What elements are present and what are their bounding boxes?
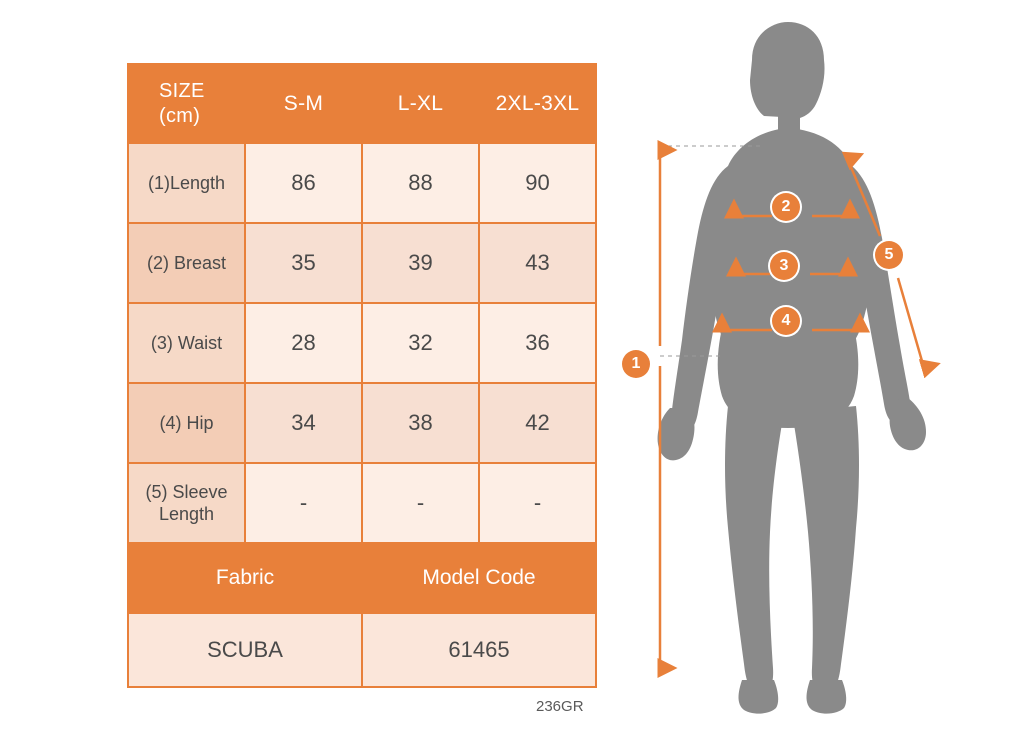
- cell-length-l-xl: 88: [362, 143, 479, 223]
- table-body: [128, 143, 596, 687]
- table-row: [128, 463, 596, 543]
- cell-waist-s-m: 28: [245, 303, 362, 383]
- cell-breast-s-m: 35: [245, 223, 362, 303]
- footer-label-fabric: Fabric: [128, 543, 362, 613]
- marker-badge-2: 2: [772, 193, 800, 221]
- table-row: [128, 303, 596, 383]
- row-label-length: (1)Length: [128, 143, 245, 223]
- table-row: [128, 143, 596, 223]
- cell-waist-2xl-3xl: 36: [479, 303, 596, 383]
- row-label-waist: (3) Waist: [128, 303, 245, 383]
- cell-hip-2xl-3xl: 42: [479, 383, 596, 463]
- product-code-label: 236GR: [536, 698, 584, 715]
- cell-hip-l-xl: 38: [362, 383, 479, 463]
- table-header-row: [128, 64, 596, 143]
- size-table-container: [127, 63, 597, 688]
- cell-breast-2xl-3xl: 43: [479, 223, 596, 303]
- cell-length-2xl-3xl: 90: [479, 143, 596, 223]
- size-table: [127, 63, 597, 688]
- marker-badge-5: 5: [875, 241, 903, 269]
- size-header-line2: (cm): [159, 104, 201, 127]
- measurement-figure: [612, 20, 1012, 720]
- table-row: [128, 223, 596, 303]
- column-header-s-m: S-M: [245, 64, 362, 143]
- table-row: [128, 383, 596, 463]
- table-header: [128, 64, 596, 143]
- column-header-2xl-3xl: 2XL-3XL: [479, 64, 596, 143]
- marker-badge-1: 1: [622, 350, 650, 378]
- cell-hip-s-m: 34: [245, 383, 362, 463]
- column-header-size: [128, 64, 245, 143]
- row-label-breast: (2) Breast: [128, 223, 245, 303]
- body-silhouette-icon: [658, 22, 926, 714]
- size-header-line1: SIZE: [159, 79, 205, 102]
- female-silhouette-diagram: [612, 20, 1012, 720]
- footer-value-model-code: 61465: [362, 613, 596, 687]
- cell-sleeve-l-xl: -: [362, 463, 479, 543]
- cell-waist-l-xl: 32: [362, 303, 479, 383]
- footer-value-fabric: SCUBA: [128, 613, 362, 687]
- marker-badge-4: 4: [772, 307, 800, 335]
- cell-length-s-m: 86: [245, 143, 362, 223]
- row-label-sleeve-length: (5) Sleeve Length: [128, 463, 245, 543]
- cell-sleeve-2xl-3xl: -: [479, 463, 596, 543]
- footer-label-model-code: Model Code: [362, 543, 596, 613]
- cell-sleeve-s-m: -: [245, 463, 362, 543]
- cell-breast-l-xl: 39: [362, 223, 479, 303]
- marker-badge-3: 3: [770, 252, 798, 280]
- row-label-hip: (4) Hip: [128, 383, 245, 463]
- table-footer-value-row: [128, 613, 596, 687]
- table-footer-header-row: [128, 543, 596, 613]
- column-header-l-xl: L-XL: [362, 64, 479, 143]
